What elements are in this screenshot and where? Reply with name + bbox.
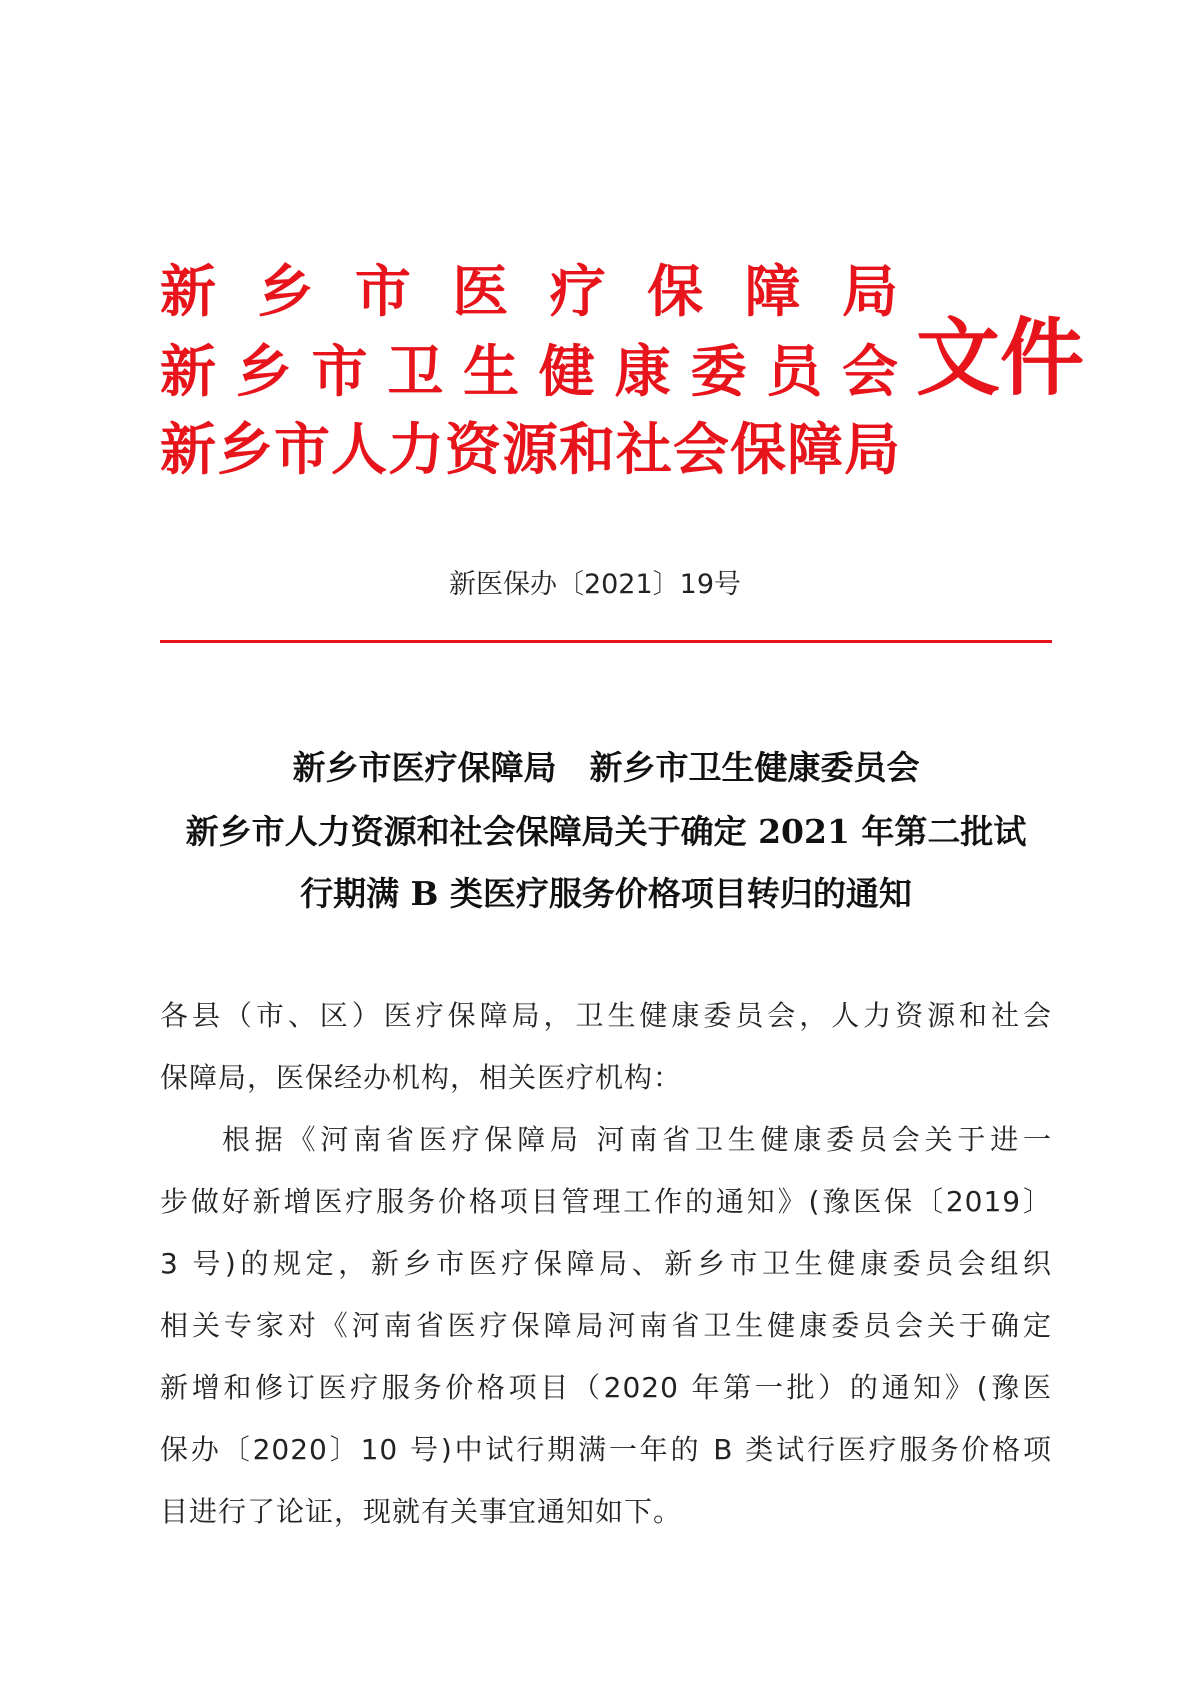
title-line-2: 新乡市人力资源和社会保障局关于确定 2021 年第二批试 — [185, 812, 1027, 851]
issuer-line-3: 新乡市人力资源和社会保障局 — [160, 417, 900, 483]
document-suffix: 文件 — [916, 308, 1085, 407]
red-divider — [160, 640, 1052, 643]
issuer-line-2: 新乡市卫生健康委员会 — [160, 339, 900, 405]
issuer-line-1: 新 乡 市 医 疗 保 障 局 — [160, 259, 900, 325]
title-line-1: 新乡市医疗保障局 新乡市卫生健康委员会 — [292, 748, 920, 787]
body-line-1: 各县（市、区）医疗保障局，卫生健康委员会，人力资源和社会 — [160, 999, 1052, 1032]
body-line-3: 根据《河南省医疗保障局 河南省卫生健康委员会关于进一 — [222, 1123, 1052, 1156]
body-line-6: 相关专家对《河南省医疗保障局河南省卫生健康委员会关于确定 — [160, 1309, 1052, 1342]
body-line-5: 3 号)的规定，新乡市医疗保障局、新乡市卫生健康委员会组织 — [160, 1247, 1052, 1280]
document-number: 新医保办〔2021〕19号 — [448, 569, 742, 600]
body-line-2: 保障局，医保经办机构，相关医疗机构： — [160, 1061, 683, 1094]
title-line-3: 行期满 B 类医疗服务价格项目转归的通知 — [300, 874, 912, 913]
body-line-4: 步做好新增医疗服务价格项目管理工作的通知》(豫医保〔2019〕 — [160, 1185, 1052, 1218]
body-line-8: 保办〔2020〕10 号)中试行期满一年的 B 类试行医疗服务价格项 — [160, 1433, 1052, 1466]
body-line-9: 目进行了论证，现就有关事宜通知如下。 — [160, 1495, 683, 1528]
body-line-7: 新增和修订医疗服务价格项目（2020 年第一批）的通知》(豫医 — [160, 1371, 1052, 1404]
